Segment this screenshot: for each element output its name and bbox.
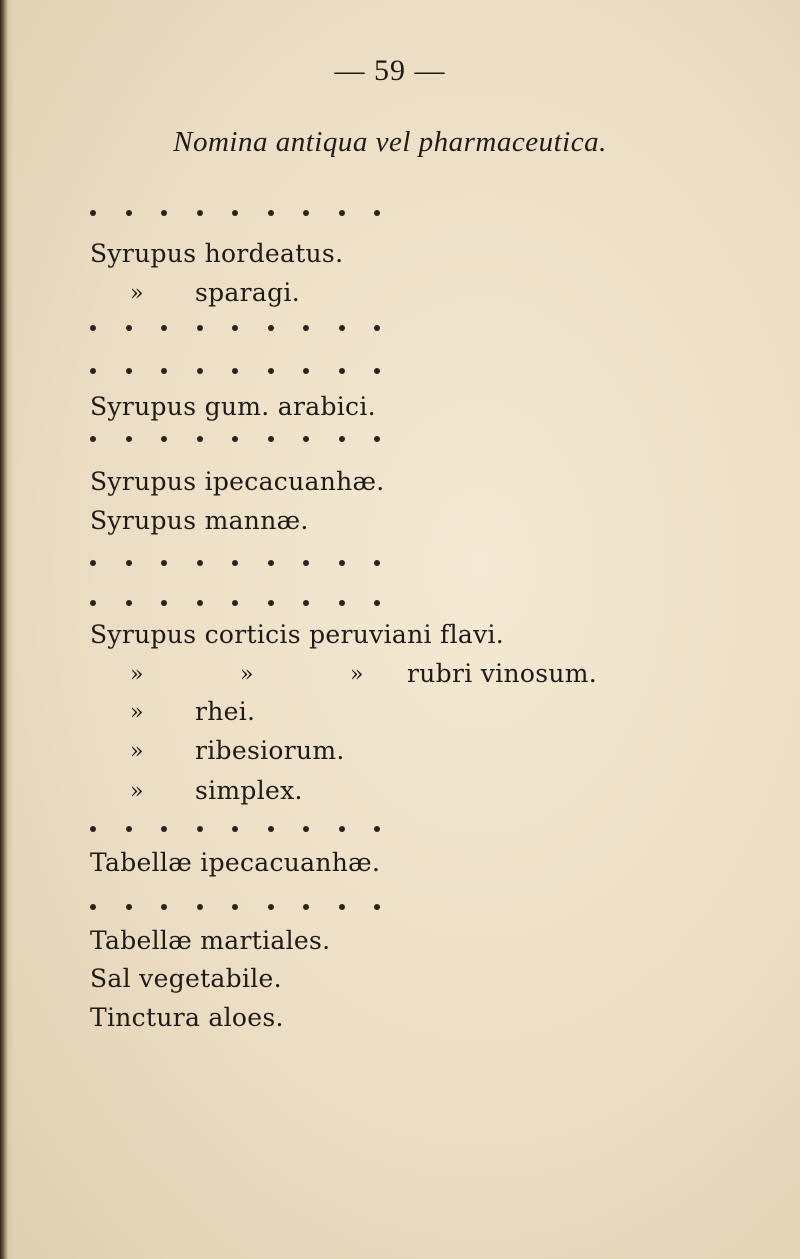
- leader-dot: [303, 600, 309, 606]
- leader-dot: [232, 368, 238, 374]
- leader-dot: [126, 600, 132, 606]
- leader-dot: [126, 210, 132, 216]
- page-number: — 59 —: [334, 54, 446, 87]
- leader-dot: [374, 436, 380, 442]
- leader-dot: [197, 826, 203, 832]
- leader-dot: [197, 325, 203, 331]
- leader-dot: [339, 210, 345, 216]
- leader-dot: [303, 826, 309, 832]
- leader-dot: [197, 210, 203, 216]
- leader-dot: [268, 560, 274, 566]
- entry-ribesiorum: ribesiorum.: [195, 736, 345, 765]
- leader-dot: [268, 436, 274, 442]
- leader-dot: [197, 904, 203, 910]
- leader-dot: [268, 904, 274, 910]
- leader-dot: [90, 210, 96, 216]
- leader-dot: [90, 368, 96, 374]
- leader-dot: [126, 560, 132, 566]
- leader-dot: [232, 600, 238, 606]
- leader-dot: [268, 368, 274, 374]
- leader-dot: [268, 826, 274, 832]
- leader-dot: [303, 210, 309, 216]
- leader-dot: [126, 436, 132, 442]
- leader-dot: [339, 436, 345, 442]
- leader-dot: [374, 325, 380, 331]
- entry-syrupus-gum-arabici: Syrupus gum. arabici.: [90, 392, 376, 421]
- dot-leader-row: [90, 600, 380, 612]
- dot-leader-row: [90, 210, 380, 222]
- leader-dot: [126, 325, 132, 331]
- leader-dot: [374, 600, 380, 606]
- leader-dot: [161, 210, 167, 216]
- leader-dot: [374, 904, 380, 910]
- leader-dot: [303, 560, 309, 566]
- leader-dot: [339, 904, 345, 910]
- dot-leader-row: [90, 560, 380, 572]
- entry-tinctura-aloes: Tinctura aloes.: [90, 1003, 284, 1032]
- leader-dot: [232, 325, 238, 331]
- leader-dot: [126, 368, 132, 374]
- leader-dot: [197, 560, 203, 566]
- leader-dot: [126, 826, 132, 832]
- leader-dot: [339, 325, 345, 331]
- leader-dot: [161, 436, 167, 442]
- leader-dot: [339, 368, 345, 374]
- ditto-mark: »: [130, 739, 144, 764]
- entry-syrupus-ipecacuanhae: Syrupus ipecacuanhæ.: [90, 467, 385, 496]
- leader-dot: [303, 368, 309, 374]
- ditto-mark: »: [130, 662, 144, 687]
- leader-dot: [161, 600, 167, 606]
- leader-dot: [303, 904, 309, 910]
- dot-leader-row: [90, 368, 380, 380]
- ditto-mark: »: [130, 779, 144, 804]
- entry-sparagi: sparagi.: [195, 278, 300, 307]
- page-binding-edge: [0, 0, 14, 1259]
- entry-simplex: simplex.: [195, 776, 303, 805]
- entry-tabellae-ipecacuanhae: Tabellæ ipecacuanhæ.: [90, 848, 381, 877]
- dot-leader-row: [90, 904, 380, 916]
- leader-dot: [339, 600, 345, 606]
- ditto-mark: »: [240, 662, 254, 687]
- leader-dot: [268, 600, 274, 606]
- entry-tabellae-martiales: Tabellæ martiales.: [90, 926, 331, 955]
- leader-dot: [161, 560, 167, 566]
- dot-leader-row: [90, 826, 380, 838]
- leader-dot: [161, 368, 167, 374]
- leader-dot: [232, 436, 238, 442]
- leader-dot: [232, 826, 238, 832]
- ditto-mark: »: [130, 281, 144, 306]
- dot-leader-row: [90, 325, 380, 337]
- entry-syrupus-corticis: Syrupus corticis peruviani flavi.: [90, 620, 505, 649]
- entry-syrupus-mannae: Syrupus mannæ.: [90, 506, 309, 535]
- leader-dot: [232, 210, 238, 216]
- leader-dot: [268, 210, 274, 216]
- leader-dot: [374, 560, 380, 566]
- leader-dot: [90, 600, 96, 606]
- leader-dot: [90, 904, 96, 910]
- leader-dot: [232, 904, 238, 910]
- ditto-mark: »: [350, 662, 364, 687]
- leader-dot: [268, 325, 274, 331]
- leader-dot: [339, 826, 345, 832]
- leader-dot: [374, 210, 380, 216]
- leader-dot: [197, 368, 203, 374]
- entry-rubri-vinosum: rubri vinosum.: [407, 659, 598, 688]
- leader-dot: [197, 436, 203, 442]
- leader-dot: [90, 325, 96, 331]
- entry-syrupus-hordeatus: Syrupus hordeatus.: [90, 239, 344, 268]
- ditto-mark: »: [130, 700, 144, 725]
- leader-dot: [90, 436, 96, 442]
- entry-rhei: rhei.: [195, 697, 256, 726]
- leader-dot: [374, 826, 380, 832]
- leader-dot: [126, 904, 132, 910]
- leader-dot: [161, 826, 167, 832]
- leader-dot: [90, 560, 96, 566]
- leader-dot: [303, 436, 309, 442]
- leader-dot: [232, 560, 238, 566]
- page-heading: Nomina antiqua vel pharmaceutica.: [173, 126, 607, 158]
- leader-dot: [374, 368, 380, 374]
- leader-dot: [161, 904, 167, 910]
- leader-dot: [339, 560, 345, 566]
- leader-dot: [90, 826, 96, 832]
- entry-sal-vegetabile: Sal vegetabile.: [90, 964, 282, 993]
- leader-dot: [197, 600, 203, 606]
- leader-dot: [161, 325, 167, 331]
- dot-leader-row: [90, 436, 380, 448]
- leader-dot: [303, 325, 309, 331]
